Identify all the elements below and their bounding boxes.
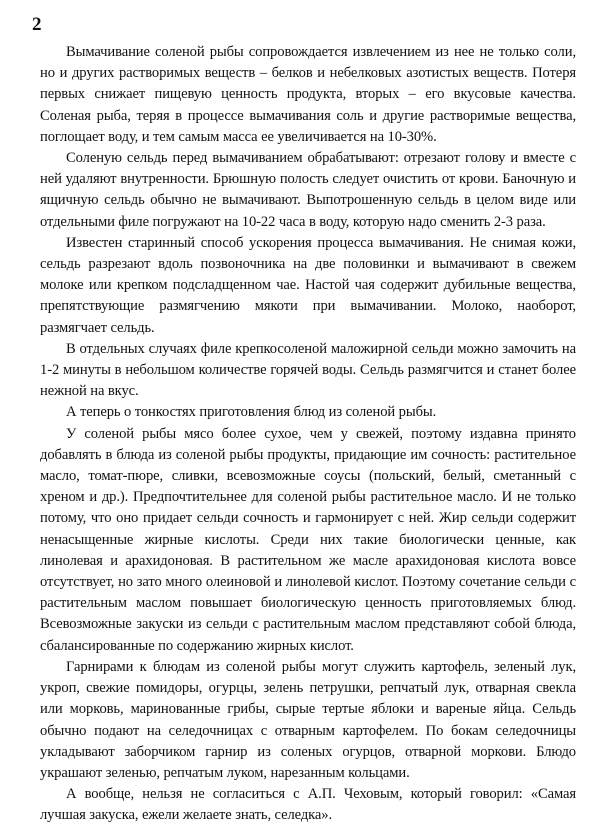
paragraph-chekhov-quote: А вообще, нельзя не согласиться с А.П. Чеховым, который говорил: «Самая лучшая закуска, ежели желаете знать, селедка». xyxy=(40,786,576,824)
paragraph-desalting-intro: Вымачивание соленой рыбы сопровождается извлечением из нее не только соли, но и других растворимых веществ – белков и небелковых азотистых веществ. Потеря первых снижает пищевую ценность продукта, вторых – его вкусовые качества. Соленая рыба, теряя в процессе вымачивания соль и другие растворимые вещества, поглощает воду, и тем самым масса ее увеличивается на 10-30%. xyxy=(40,44,576,145)
paragraph-old-method: Известен старинный способ ускорения процесса вымачивания. Не снимая кожи, сельдь разрезают вдоль позвоночника на две половинки и вымачивают в свежем молоке или крепком подсладщенном чае. Настой чая содержит дубильные вещества, препятствующие размягчению мякоти при вымачивании. Молоко, наоборот, размягчает сельдь. xyxy=(40,234,576,336)
paragraph-garnishes: Гарнирами к блюдам из соленой рыбы могут служить картофель, зеленый лук, укроп, свежие помидоры, огурцы, зелень петрушки, репчатый лук, отварная свекла или морковь, маринованные грибы, сырые тертые яблоки и вареные яйца. Сельдь обычно подают на селедочницах с отварным картофелем. По бокам селедочницы укладывают заборчиком гарнир из соленых огурцов, отварной моркови. Блюдо украшают зеленью, репчатым луком, нарезанным кольцами. xyxy=(40,658,576,781)
paragraph-herring-preparation: Соленую сельдь перед вымачиванием обрабатывают: отрезают голову и вместе с ней удаляют внутренности. Брюшную полость следует очистить от крови. Баночную и ящичную сельдь обычно не вымачивают. Выпотрошенную сельдь в целом виде или отдельными филе погружают на 10-22 часа в воду, которую надо сменить 2-3 раза. xyxy=(40,150,576,230)
page-number: 2 xyxy=(32,14,42,35)
paragraph-subheading: А теперь о тонкостях приготовления блюд из соленой рыбы. xyxy=(66,404,437,421)
body-text xyxy=(40,42,576,827)
paragraph-hot-water: В отдельных случаях филе крепкосоленой маложирной сельди можно замочить на 1-2 минуты в небольшом количестве горячей воды. Сельдь размягчится и станет более нежной на вкус. xyxy=(40,340,576,400)
paragraph-oil-and-sauces: У соленой рыбы мясо более сухое, чем у свежей, поэтому издавна принято добавлять в блюда из соленой рыбы продукты, придающие им сочность: растительное масло, томат-пюре, сливки, всевозможные соусы (польский, белый, сметанный с хреном и др.). Предпочтительнее для соленой рыбы растительное масло. И не только потому, что оно придает сельди сочность и гармонирует с ней. Жир сельди содержит ненасыщенные жирные кислоты. Среди них такие биологически ценные, как линолевая и арахидоновая. В растительном же масле арахидоновая кислота вовсе отсутствует, но зато много олеиновой и линолевой кислот. Поэтому сочетание сельди с растительным маслом повышает биологическую ценность приготовляемых блюд. Всевозможные закуски из сельди с растительным маслом представляют собой блюда, сбалансированные по содержанию жирных кислот. xyxy=(40,425,576,654)
